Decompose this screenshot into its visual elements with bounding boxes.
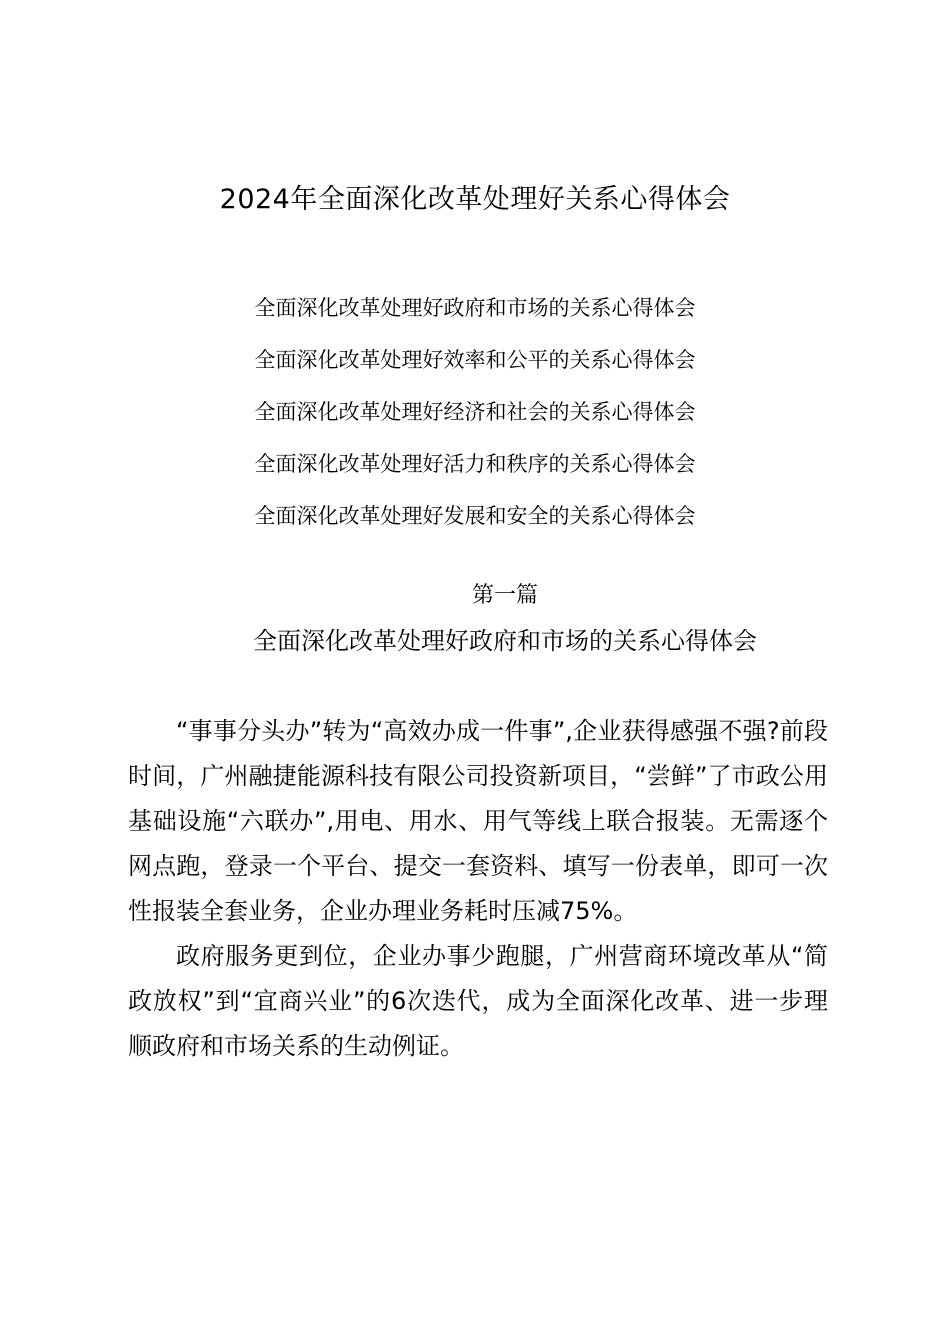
part-label: 第一篇 bbox=[471, 583, 538, 608]
toc-item: 全面深化改革处理好政府和市场的关系心得体会 bbox=[254, 296, 696, 320]
toc-item: 全面深化改革处理好效率和公平的关系心得体会 bbox=[254, 348, 696, 372]
document-title: 2024年全面深化改革处理好关系心得体会 bbox=[219, 184, 731, 215]
part-title: 全面深化改革处理好政府和市场的关系心得体会 bbox=[253, 627, 757, 655]
paragraph: 政府服务更到位，企业办事少跑腿，广州营商环境改革从“简政放权”到“宜商兴业”的6次迭代，成为全面深化改革、进一步理顺政府和市场关系的生动例证。 bbox=[128, 942, 828, 1060]
body-text bbox=[128, 709, 828, 1069]
table-of-contents bbox=[0, 282, 950, 542]
toc-item: 全面深化改革处理好经济和社会的关系心得体会 bbox=[254, 400, 696, 424]
toc-item: 全面深化改革处理好发展和安全的关系心得体会 bbox=[254, 504, 696, 528]
paragraph: “事事分头办”转为“高效办成一件事”,企业获得感强不强?前段时间，广州融捷能源科技有限公司投资新项目，“尝鲜”了市政公用基础设施“六联办”,用电、用水、用气等线上联合报装。无需逐个网点跑，登录一个平台、提交一套资料、填写一份表单，即可一次性报装全套业务，企业办理业务耗时压减75%。 bbox=[128, 717, 828, 925]
toc-item: 全面深化改革处理好活力和秩序的关系心得体会 bbox=[254, 452, 696, 476]
